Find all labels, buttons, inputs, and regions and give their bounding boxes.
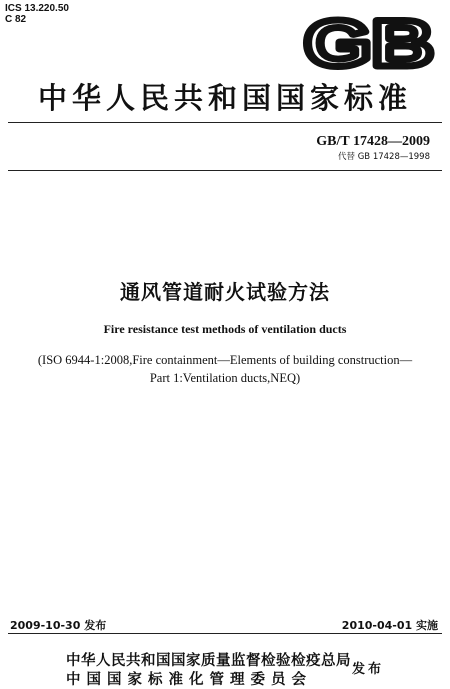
iso-reference-line2: Part 1:Ventilation ducts,NEQ) <box>149 371 301 385</box>
implementation-date: 2010-04-01 实施 <box>341 619 438 632</box>
issuer-line2: 中国国家标准化管理委员会 <box>66 672 312 688</box>
issue-date: 2009-10-30 发布 <box>10 619 107 632</box>
title-english: Fire resistance test methods of ventilation ducts <box>103 322 347 336</box>
divider-code <box>8 170 442 171</box>
ccs-code: C 82 <box>5 14 27 25</box>
gb-logo-icon <box>299 12 439 72</box>
standard-type-heading: 中华人民共和国国家标准 <box>37 81 412 115</box>
ics-code: ICS 13.220.50 <box>5 3 69 14</box>
replaces-standard: 代替 GB 17428—1998 <box>338 152 430 162</box>
standard-number: GB/T 17428—2009 <box>316 134 430 149</box>
gb-logo-text: GB <box>304 12 434 72</box>
divider-top <box>8 122 442 123</box>
ics-code-block <box>5 3 69 25</box>
divider-bottom <box>8 633 442 634</box>
issuer-line1: 中华人民共和国国家质量监督检验检疫总局 <box>66 653 351 669</box>
iso-reference-line1: (ISO 6944-1:2008,Fire containment—Elements of building construction— <box>37 353 413 367</box>
title-chinese: 通风管道耐火试验方法 <box>120 280 330 304</box>
publish-label: 发布 <box>352 662 385 677</box>
